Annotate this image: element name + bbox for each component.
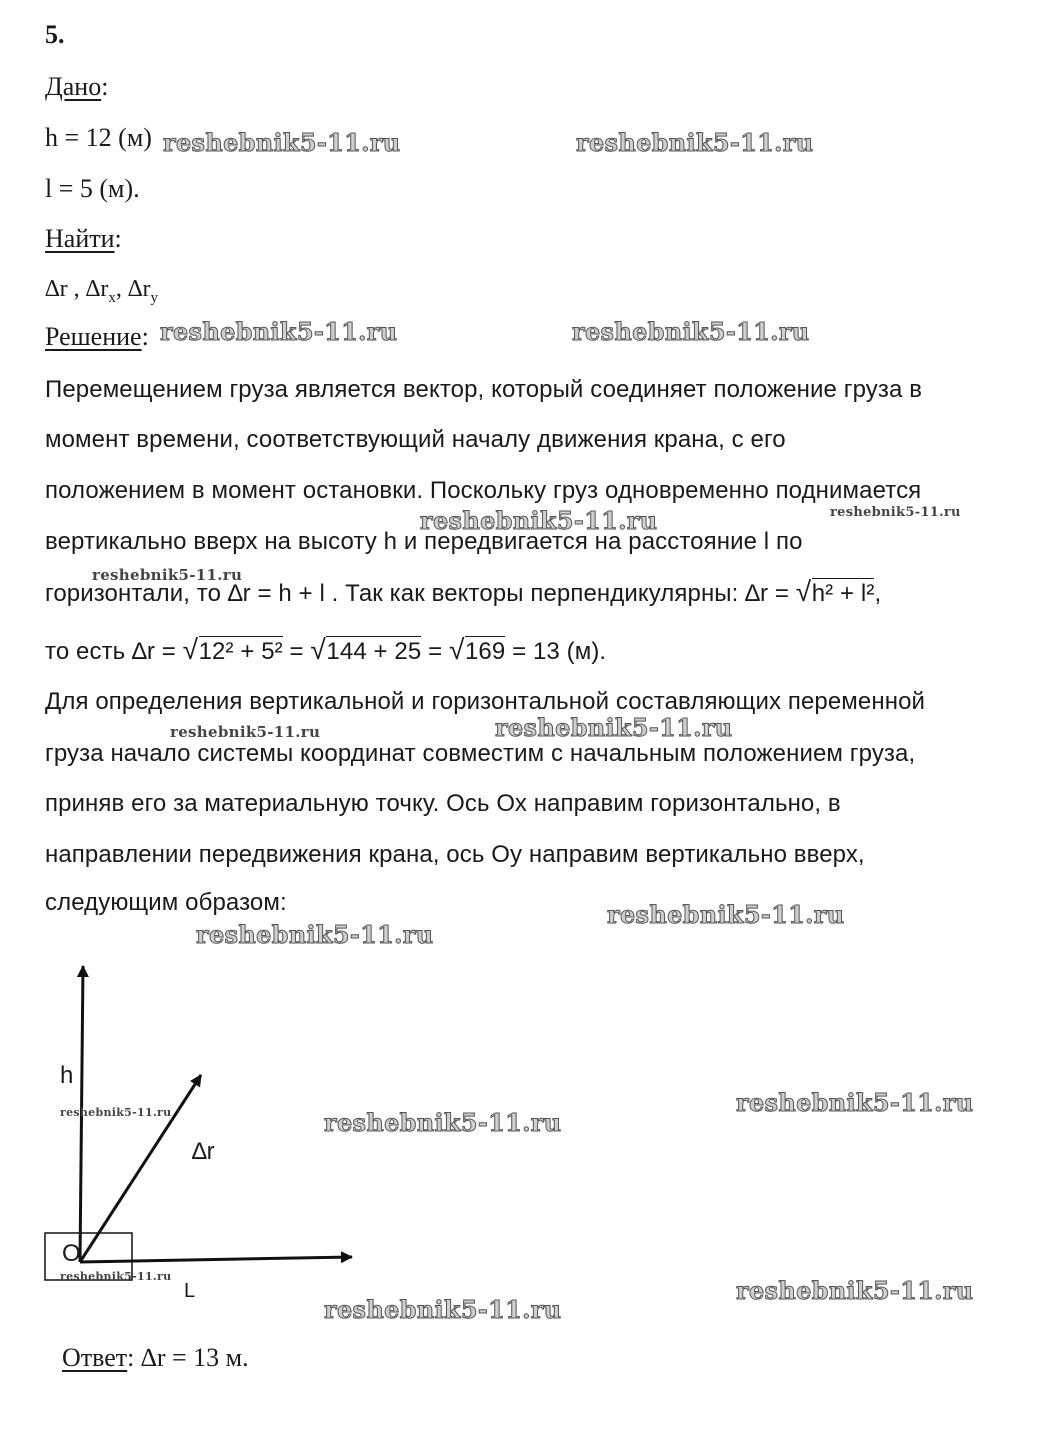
displacement-vector [80, 1075, 201, 1262]
watermark: reshebnik5-11.ru [572, 317, 810, 346]
solution-line-3: положением в момент остановки. Поскольку груз одновременно поднимается [45, 477, 922, 504]
watermark: reshebnik5-11.ru [196, 920, 434, 949]
watermark: reshebnik5-11.ru [60, 1270, 172, 1283]
given-colon: : [101, 72, 109, 101]
solution-heading-text: Решение [45, 322, 142, 351]
label-h: h [60, 1062, 74, 1089]
para2-line-5: следующим образом: [45, 889, 287, 916]
para2-line-3: приняв его за материальную точку. Ось Ох направим горизонтально, в [45, 790, 841, 817]
watermark: reshebnik5-11.ru [736, 1088, 974, 1117]
watermark: reshebnik5-11.ru [420, 506, 658, 535]
watermark: reshebnik5-11.ru [736, 1276, 974, 1305]
watermark: reshebnik5-11.ru [576, 128, 814, 157]
watermark: reshebnik5-11.ru [324, 1295, 562, 1324]
find-y-sub: y [150, 289, 159, 306]
label-dr: ∆r [192, 1138, 215, 1165]
watermark: reshebnik5-11.ru [324, 1108, 562, 1137]
sqrt-h-l-radicand: h² + l² [811, 580, 875, 607]
watermark: reshebnik5-11.ru [92, 566, 243, 584]
given-heading-text: Дано [45, 72, 102, 101]
line6-end: = 13 (м). [505, 638, 607, 665]
given-h: h = 12 (м) [45, 123, 152, 152]
watermark: reshebnik5-11.ru [170, 723, 321, 741]
find-x-sub: x [108, 289, 116, 306]
watermark: reshebnik5-11.ru [160, 317, 398, 346]
watermark: reshebnik5-11.ru [495, 713, 733, 742]
sqrt-2-radicand: 144 + 25 [326, 638, 422, 665]
answer-heading: Ответ [62, 1343, 128, 1372]
para2-line-2: груза начало системы координат совместим с начальным положением груза, [45, 740, 916, 767]
line5-text: горизонтали, то ∆r = h + l . Так как векторы перпендикулярны: ∆r = [45, 580, 796, 607]
watermark: reshebnik5-11.ru [163, 128, 401, 157]
answer [62, 1343, 249, 1373]
find-heading-text: Найти [45, 224, 115, 253]
para2-line-1: Для определения вертикальной и горизонтальной составляющих переменной [45, 688, 926, 715]
solution-line-2: момент времени, соответствующий началу движения крана, с его [45, 426, 786, 453]
para2-line-4: направлении передвижения крана, ось Оу направим вертикально вверх, [45, 841, 865, 868]
answer-value: ∆r = 13 м. [134, 1343, 249, 1372]
answer-colon: : [127, 1343, 135, 1372]
label-l: L [184, 1280, 196, 1302]
line6-start: то есть ∆r = [45, 638, 183, 665]
x-axis [80, 1257, 352, 1262]
line6-eq2: = [421, 638, 449, 665]
sqrt-1-radicand: 12² + 5² [198, 638, 283, 665]
solution-colon: : [141, 322, 149, 351]
find-colon: : [114, 224, 122, 253]
solution-line-4: вертикально вверх на высоту h и передвигается на расстояние l по [45, 528, 803, 555]
solution-line-1: Перемещением груза является вектор, который соединяет положение груза в [45, 376, 923, 403]
sqrt-3-radicand: 169 [464, 638, 506, 665]
watermark: reshebnik5-11.ru [830, 505, 961, 520]
line6-eq1: = [282, 638, 311, 665]
given-l: l = 5 (м). [45, 174, 140, 203]
find-sep: , ∆r [115, 276, 151, 302]
watermark: reshebnik5-11.ru [607, 900, 845, 929]
watermark: reshebnik5-11.ru [60, 1106, 172, 1119]
problem-number: 5. [45, 20, 65, 49]
line5-end: , [874, 580, 882, 607]
find-dr: ∆r , ∆r [45, 276, 109, 302]
label-o: O [62, 1240, 81, 1267]
